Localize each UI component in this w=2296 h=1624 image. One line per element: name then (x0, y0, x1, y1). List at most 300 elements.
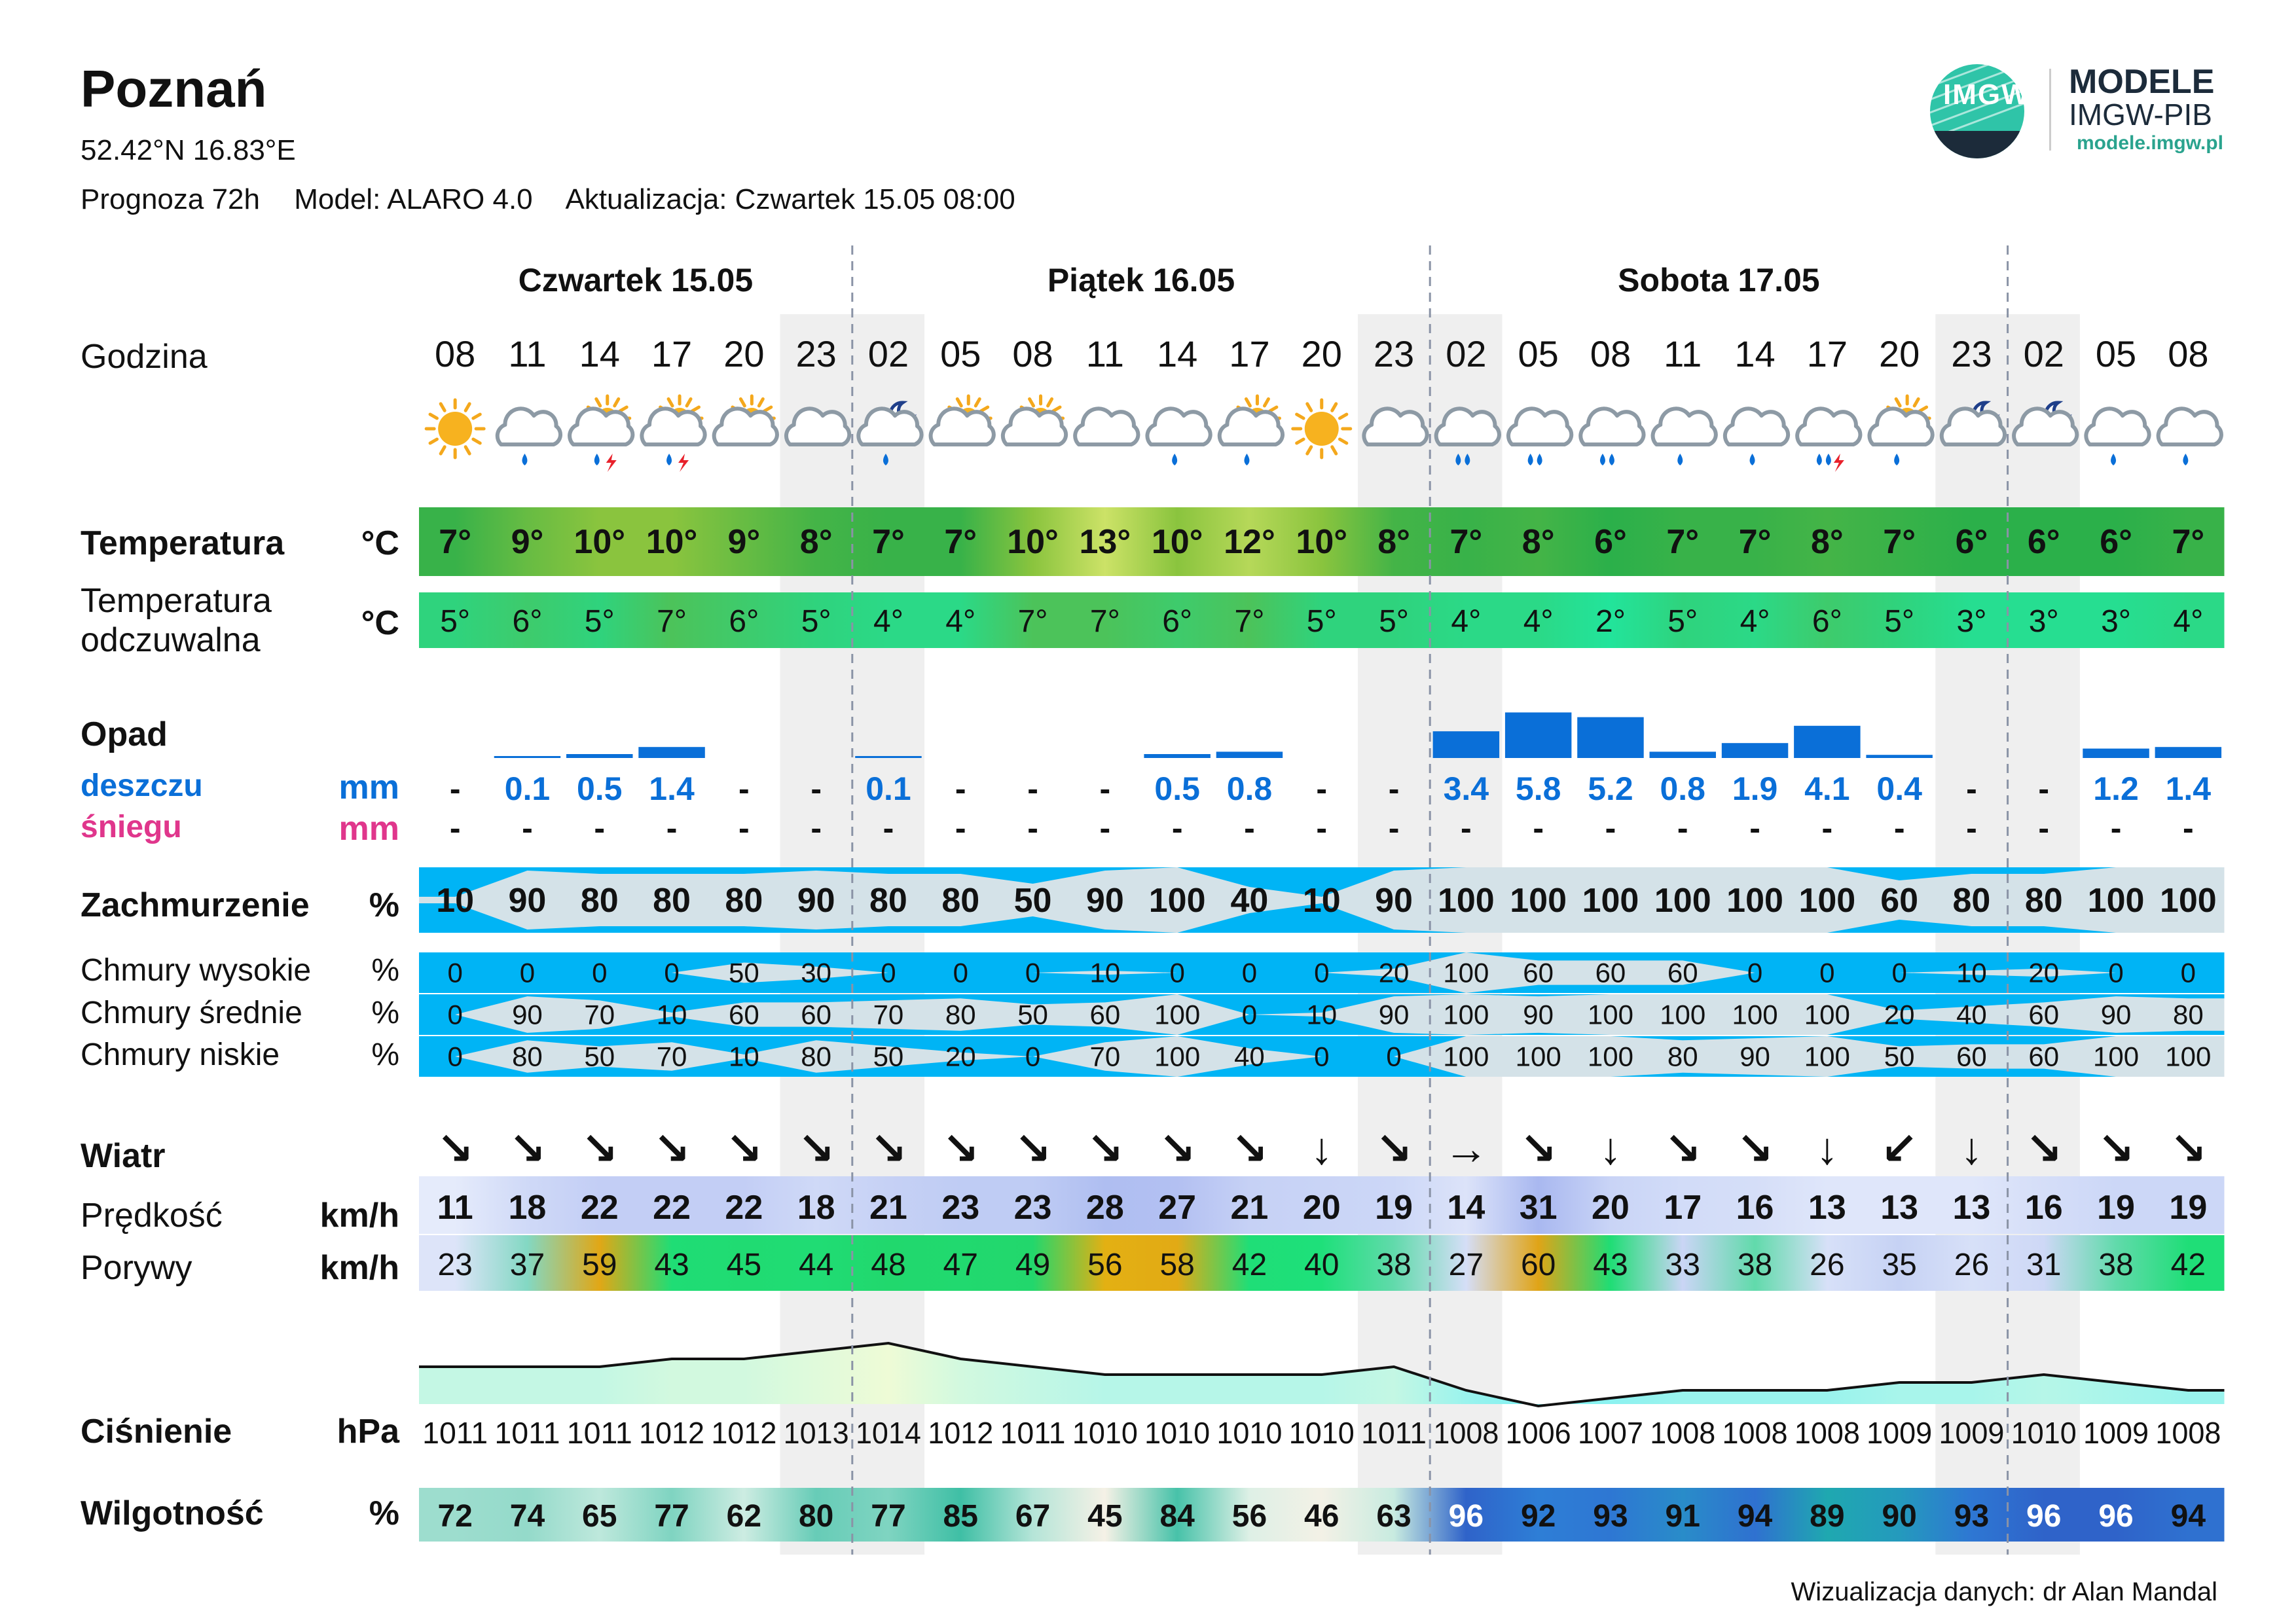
wind-gusts-value: 23 (437, 1248, 473, 1282)
pressure-label: Ciśnienie (81, 1413, 232, 1451)
wind-gusts-value: 47 (943, 1248, 978, 1282)
wind-gusts-value: 56 (1087, 1248, 1123, 1282)
cloud-mid-value: 90 (1378, 999, 1410, 1030)
wind-speed-value: 16 (2024, 1189, 2063, 1227)
hour-tick: 08 (1590, 333, 1631, 374)
cloud-high-value: 100 (1443, 957, 1489, 988)
cloud-low-value: 80 (512, 1041, 543, 1072)
temperature-value: 13° (1079, 523, 1131, 561)
night-band (2008, 314, 2080, 1555)
temperature-label: Temperatura (81, 524, 285, 562)
cloud-high-value: 0 (592, 957, 608, 988)
wind-speed-value: 21 (869, 1189, 907, 1227)
weather-cloud-heavy-rain-icon (1580, 408, 1643, 465)
wind-direction-icon: ↓ (1960, 1124, 1983, 1174)
wind-direction-icon: ↘ (869, 1124, 907, 1174)
pressure-value: 1009 (1939, 1416, 2005, 1450)
snow-value: - (2038, 810, 2050, 846)
cloud-low-value: 100 (1443, 1041, 1489, 1072)
snow-value: - (1749, 810, 1760, 846)
humidity-value: 62 (726, 1499, 762, 1534)
weather-cloud-heavy-rain-icon (1508, 408, 1571, 465)
rain-bar (2155, 747, 2221, 758)
humidity-value: 89 (1810, 1499, 1845, 1534)
wind-gusts-unit: km/h (319, 1249, 399, 1287)
wind-direction-icon: ↙ (1880, 1124, 1918, 1174)
feels-like-value: 5° (440, 604, 471, 639)
coordinates: 52.42°N 16.83°E (81, 134, 296, 166)
cloud-low-value: 0 (447, 1041, 463, 1072)
cloud-mid-value: 100 (1587, 999, 1633, 1030)
snow-value: - (522, 810, 533, 846)
wind-speed-value: 11 (437, 1189, 473, 1227)
pressure-value: 1006 (1505, 1416, 1571, 1450)
humidity-value: 67 (1015, 1499, 1051, 1534)
rain-value: 4.1 (1804, 770, 1850, 807)
logo-url[interactable]: modele.imgw.pl (2077, 132, 2223, 154)
temperature-value: 7° (1449, 523, 1483, 561)
humidity-value: 94 (1737, 1499, 1773, 1534)
feels-like-value: 3° (1956, 604, 1987, 639)
wind-direction-icon: ↘ (1375, 1124, 1413, 1174)
cloud-total-value: 90 (797, 882, 835, 920)
temperature-value: 7° (1666, 523, 1700, 561)
humidity-value: 63 (1376, 1499, 1412, 1534)
wind-speed-label: Prędkość (81, 1197, 223, 1235)
temperature-value: 10° (646, 523, 698, 561)
wind-direction-icon: ↘ (2169, 1124, 2207, 1174)
cloud-mid-value: 80 (945, 999, 976, 1030)
wind-gusts-value: 58 (1159, 1248, 1195, 1282)
wind-speed-value: 20 (1302, 1189, 1341, 1227)
wind-gusts-value: 27 (1448, 1248, 1484, 1282)
snow-label: śniegu (81, 810, 182, 844)
cloud-total-value: 40 (1230, 882, 1269, 920)
cloud-high-value: 0 (881, 957, 896, 988)
wind-direction-icon: ↘ (941, 1124, 979, 1174)
hour-tick: 08 (435, 333, 476, 374)
wind-gusts-value: 38 (1376, 1248, 1412, 1282)
feels-like-label-line2: odczuwalna (81, 621, 261, 659)
wind-speed-value: 23 (1013, 1189, 1052, 1227)
feels-like-value: 3° (2028, 604, 2059, 639)
wind-speed-value: 31 (1519, 1189, 1558, 1227)
weather-cloud-thunder-heavy-rain-icon (1797, 408, 1860, 472)
feels-like-value: 5° (801, 604, 831, 639)
rain-value: - (1388, 770, 1400, 807)
cloud-mid-value: 50 (1017, 999, 1048, 1030)
wind-speed-value: 28 (1085, 1189, 1124, 1227)
hour-tick: 14 (1734, 333, 1776, 374)
pressure-value: 1010 (1144, 1416, 1211, 1450)
cloud-mid-value: 10 (1306, 999, 1338, 1030)
humidity-value: 56 (1231, 1499, 1267, 1534)
rain-bar (1577, 717, 1643, 758)
feels-like-value: 6° (1162, 604, 1193, 639)
temperature-value: 6° (2100, 523, 2132, 561)
temperature-value: 10° (1296, 523, 1348, 561)
snow-value: - (1388, 810, 1400, 846)
cloud-high-value: 0 (1241, 957, 1258, 988)
cloud-high-value: 0 (1819, 957, 1835, 988)
pressure-value: 1007 (1577, 1416, 1643, 1450)
cloud-total-value: 100 (1582, 882, 1639, 920)
rain-bar (566, 754, 632, 758)
rain-value: - (738, 770, 750, 807)
temperature-value: 7° (872, 523, 905, 561)
pressure-value: 1014 (855, 1416, 921, 1450)
cloud-total-value: 60 (1880, 882, 1919, 920)
cloud-total-value: 80 (653, 882, 691, 920)
wind-direction-icon: ↘ (581, 1124, 619, 1174)
cloud-mid-value: 70 (584, 999, 615, 1030)
feels-like-label-line1: Temperatura (81, 582, 272, 620)
snow-value: - (1821, 810, 1833, 846)
snow-value: - (1893, 810, 1905, 846)
clouds-low-unit: % (371, 1038, 399, 1072)
weather-cloud-icon (1075, 408, 1138, 444)
logo-title: MODELE (2069, 63, 2215, 101)
hour-tick: 11 (508, 333, 547, 374)
wind-gusts-value: 33 (1665, 1248, 1700, 1282)
temperature-value: 7° (944, 523, 977, 561)
wind-direction-icon: ↘ (1086, 1124, 1124, 1174)
pressure-value: 1012 (928, 1416, 994, 1450)
rain-bar (2083, 749, 2149, 758)
humidity-value: 90 (1882, 1499, 1917, 1534)
snow-unit: mm (338, 810, 399, 848)
wind-gusts-value: 31 (2026, 1248, 2062, 1282)
temperature-value: 7° (439, 523, 472, 561)
cloud-mid-value: 100 (1154, 999, 1201, 1030)
wind-direction-icon: → (1444, 1124, 1489, 1174)
pressure-value: 1008 (1722, 1416, 1788, 1450)
wind-gusts-value: 38 (1737, 1248, 1773, 1282)
humidity-value: 77 (654, 1499, 689, 1534)
rain-unit: mm (338, 768, 399, 806)
rain-value: - (449, 770, 461, 807)
cloud-low-value: 100 (1804, 1041, 1850, 1072)
cloud-total-value: 100 (1510, 882, 1567, 920)
snow-value: - (1099, 810, 1111, 846)
night-band (1430, 314, 1502, 1555)
pressure-value: 1011 (1361, 1416, 1427, 1450)
cloud-high-value: 50 (728, 957, 759, 988)
wind-speed-value: 18 (508, 1189, 547, 1227)
wind-speed-unit: km/h (319, 1197, 399, 1235)
hour-tick: 23 (795, 333, 837, 374)
wind-speed-value: 16 (1736, 1189, 1774, 1227)
snow-value: - (1677, 810, 1688, 846)
wind-direction-icon: ↘ (1158, 1124, 1196, 1174)
pressure-value: 1010 (2011, 1416, 2077, 1450)
weather-sun-icon (1293, 400, 1351, 458)
rain-value: 3.4 (1443, 770, 1489, 807)
humidity-value: 84 (1159, 1499, 1195, 1534)
snow-value: - (594, 810, 606, 846)
rain-value: 1.9 (1732, 770, 1778, 807)
pressure-value: 1008 (1433, 1416, 1499, 1450)
temperature-value: 7° (1738, 523, 1772, 561)
wind-label: Wiatr (81, 1137, 166, 1175)
weather-partly-cloudy-icon (931, 396, 994, 444)
wind-gusts-value: 35 (1882, 1248, 1917, 1282)
cloud-total-value: 100 (1798, 882, 1856, 920)
feels-like-value: 7° (1234, 604, 1265, 639)
wind-gusts-value: 42 (2170, 1248, 2206, 1282)
wind-gusts-value: 49 (1015, 1248, 1051, 1282)
rain-bar (1144, 754, 1210, 758)
wind-speed-value: 22 (725, 1189, 763, 1227)
rain-value: 0.1 (866, 770, 911, 807)
rain-bar (1650, 751, 1716, 758)
pressure-value: 1012 (711, 1416, 777, 1450)
wind-direction-icon: ↘ (1736, 1124, 1774, 1174)
wind-speed-value: 13 (1952, 1189, 1991, 1227)
cloud-high-value: 20 (1378, 957, 1410, 988)
cloud-mid-value: 90 (512, 999, 543, 1030)
rain-value: 1.4 (649, 770, 695, 807)
weather-cloud-rain-icon (2159, 408, 2221, 465)
precip-label: Opad (81, 715, 168, 753)
pressure-value: 1010 (1072, 1416, 1138, 1450)
cloud-low-value: 50 (873, 1041, 904, 1072)
pressure-value: 1008 (1650, 1416, 1716, 1450)
snow-value: - (2183, 810, 2194, 846)
cloud-high-value: 10 (1089, 957, 1121, 988)
pressure-value: 1008 (2155, 1416, 2221, 1450)
wind-direction-icon: ↘ (1664, 1124, 1702, 1174)
feels-like-value: 3° (2101, 604, 2131, 639)
wind-speed-value: 19 (1375, 1189, 1413, 1227)
cloud-mid-value: 40 (1956, 999, 1987, 1030)
rain-bar (1866, 755, 1932, 758)
cloud-high-value: 60 (1595, 957, 1626, 988)
wind-gusts-value: 48 (871, 1248, 906, 1282)
cloud-high-value: 0 (1314, 957, 1330, 988)
snow-value: - (449, 810, 461, 846)
hour-tick: 08 (1012, 333, 1053, 374)
temperature-value: 6° (2027, 523, 2060, 561)
humidity-value: 80 (798, 1499, 834, 1534)
cloud-total-value: 100 (1654, 882, 1711, 920)
cloud-high-value: 20 (2028, 957, 2060, 988)
cloud-mid-value: 60 (728, 999, 759, 1030)
humidity-value: 96 (2098, 1499, 2134, 1534)
hour-tick: 02 (1446, 333, 1487, 374)
cloud-low-value: 90 (1740, 1041, 1770, 1072)
snow-value: - (955, 810, 966, 846)
cloud-high-value: 0 (953, 957, 968, 988)
wind-direction-icon: ↘ (1520, 1124, 1558, 1174)
logo-subtitle: IMGW-PIB (2069, 98, 2212, 132)
hour-tick: 17 (1229, 333, 1270, 374)
hour-tick: 14 (1157, 333, 1198, 374)
rain-value: 5.8 (1515, 770, 1561, 807)
humidity-value: 92 (1520, 1499, 1556, 1534)
wind-direction-icon: ↘ (2097, 1124, 2135, 1174)
cloud-high-value: 0 (1169, 957, 1185, 988)
cloud-mid-value: 60 (1089, 999, 1121, 1030)
logo-mark-text: IMGW (1943, 79, 2030, 111)
snow-value: - (1533, 810, 1544, 846)
wind-gusts-value: 37 (509, 1248, 545, 1282)
cloud-mid-value: 10 (656, 999, 687, 1030)
snow-value: - (2110, 810, 2122, 846)
cloud-mid-value: 100 (1732, 999, 1778, 1030)
wind-direction-icon: ↘ (2025, 1124, 2063, 1174)
forecast-length: Prognoza 72h (81, 183, 260, 215)
feels-like-value: 2° (1595, 604, 1626, 639)
feels-like-value: 4° (2173, 604, 2204, 639)
feels-like-value: 4° (1523, 604, 1554, 639)
weather-partly-cloudy-thunder-rain-icon (570, 396, 632, 472)
cloud-low-value: 100 (1154, 1041, 1201, 1072)
humidity-value: 85 (943, 1499, 978, 1534)
wind-direction-icon: ↓ (1815, 1124, 1838, 1174)
rain-value: 5.2 (1588, 770, 1633, 807)
cloud-total-value: 100 (1726, 882, 1783, 920)
wind-direction-icon: ↘ (797, 1124, 835, 1174)
cloud-mid-value: 20 (1884, 999, 1915, 1030)
wind-gusts-value: 40 (1304, 1248, 1339, 1282)
rain-bar (1794, 726, 1860, 758)
wind-speed-value: 13 (1808, 1189, 1846, 1227)
feels-like-value: 5° (584, 604, 615, 639)
weather-cloud-rain-icon (498, 408, 560, 465)
snow-value: - (666, 810, 678, 846)
cloud-high-value: 0 (1891, 957, 1907, 988)
cloud-mid-value: 100 (1660, 999, 1706, 1030)
wind-direction-icon: ↘ (725, 1124, 763, 1174)
cloud-total-value: 100 (2087, 882, 2145, 920)
wind-speed-value: 13 (1880, 1189, 1919, 1227)
cloud-low-value: 20 (945, 1041, 976, 1072)
feels-like-unit: °C (361, 604, 399, 642)
cloud-low-value: 60 (2028, 1041, 2060, 1072)
temperature-value: 8° (1810, 523, 1844, 561)
humidity-label: Wilgotność (81, 1494, 264, 1532)
wind-direction-icon: ↘ (508, 1124, 546, 1174)
rain-value: - (811, 770, 822, 807)
wind-gusts-label: Porywy (81, 1249, 192, 1287)
humidity-value: 96 (2026, 1499, 2062, 1534)
hour-label: Godzina (81, 338, 208, 376)
cloud-total-value: 80 (725, 882, 763, 920)
humidity-value: 93 (1954, 1499, 1990, 1534)
rain-bar (638, 747, 704, 758)
feels-like-value: 7° (1089, 604, 1120, 639)
cloud-mid-value: 90 (1523, 999, 1554, 1030)
cloud-low-value: 60 (1956, 1041, 1987, 1072)
cloud-low-value: 100 (2165, 1041, 2212, 1072)
pressure-unit: hPa (337, 1413, 399, 1451)
cloud-low-value: 80 (1667, 1041, 1698, 1072)
pressure-value: 1011 (422, 1416, 488, 1450)
feels-like-value: 4° (873, 604, 903, 639)
humidity-unit: % (369, 1494, 399, 1532)
snow-value: - (1605, 810, 1616, 846)
temperature-value: 8° (1377, 523, 1410, 561)
wind-gusts-value: 26 (1954, 1248, 1990, 1282)
wind-speed-value: 27 (1158, 1189, 1197, 1227)
temperature-value: 8° (799, 523, 833, 561)
wind-speed-value: 22 (580, 1189, 619, 1227)
wind-direction-icon: ↓ (1599, 1124, 1622, 1174)
day-header: Czwartek 15.05 (518, 262, 754, 298)
cloud-low-value: 100 (1515, 1041, 1561, 1072)
feels-like-value: 7° (657, 604, 687, 639)
rain-value: 0.8 (1660, 770, 1706, 807)
cloud-mid-value: 100 (1443, 999, 1489, 1030)
weather-cloud-rain-icon (1147, 408, 1210, 465)
wind-speed-value: 19 (2169, 1189, 2208, 1227)
hour-tick: 14 (579, 333, 620, 374)
cloud-low-value: 0 (1386, 1041, 1402, 1072)
feels-like-value: 6° (512, 604, 543, 639)
weather-partly-cloudy-rain-icon (1220, 396, 1283, 465)
cloud-total-value: 90 (1085, 882, 1124, 920)
hour-tick: 02 (2023, 333, 2064, 374)
rain-value: 0.5 (576, 770, 623, 807)
cloud-mid-value: 100 (1804, 999, 1850, 1030)
hour-tick: 11 (1085, 333, 1124, 374)
feels-like-value: 5° (1379, 604, 1409, 639)
rain-value: 0.5 (1154, 770, 1200, 807)
cloud-high-value: 0 (447, 957, 463, 988)
hour-tick: 17 (651, 333, 693, 374)
humidity-value: 93 (1593, 1499, 1628, 1534)
cloud-low-value: 50 (584, 1041, 615, 1072)
humidity-value: 77 (871, 1499, 906, 1534)
pressure-value: 1010 (1216, 1416, 1283, 1450)
humidity-value: 46 (1304, 1499, 1339, 1534)
pressure-value: 1011 (566, 1416, 632, 1450)
model-name: Model: ALARO 4.0 (294, 183, 533, 215)
humidity-value: 45 (1087, 1499, 1123, 1534)
wind-direction-icon: ↘ (1014, 1124, 1052, 1174)
wind-direction-icon: ↘ (1230, 1124, 1268, 1174)
hour-tick: 02 (867, 333, 909, 374)
rain-value: 1.4 (2165, 770, 2212, 807)
humidity-value: 65 (582, 1499, 617, 1534)
cloud-mid-value: 0 (447, 999, 463, 1030)
cloud-low-value: 80 (801, 1041, 832, 1072)
cloud-total-value: 100 (2159, 882, 2217, 920)
cloud-high-value: 60 (1667, 957, 1698, 988)
wind-speed-value: 20 (1592, 1189, 1630, 1227)
feels-like-value: 4° (945, 604, 976, 639)
hour-tick: 05 (2095, 333, 2137, 374)
wind-direction-icon: ↘ (436, 1124, 474, 1174)
pressure-value: 1011 (1000, 1416, 1066, 1450)
temperature-value: 7° (1883, 523, 1916, 561)
feels-like-value: 6° (1812, 604, 1842, 639)
snow-value: - (738, 810, 750, 846)
cloud-low-value: 0 (1314, 1041, 1330, 1072)
cloud-low-value: 0 (1025, 1041, 1041, 1072)
humidity-value: 96 (1448, 1499, 1484, 1534)
hour-tick: 05 (1518, 333, 1559, 374)
temperature-value: 6° (1594, 523, 1627, 561)
temperature-unit: °C (361, 524, 399, 562)
cloud-mid-value: 0 (1241, 999, 1258, 1030)
temperature-value: 12° (1224, 523, 1275, 561)
hour-tick: 11 (1664, 333, 1702, 374)
wind-gusts-value: 45 (726, 1248, 762, 1282)
wind-direction-icon: ↓ (1310, 1124, 1333, 1174)
cloud-high-value: 10 (1956, 957, 1987, 988)
